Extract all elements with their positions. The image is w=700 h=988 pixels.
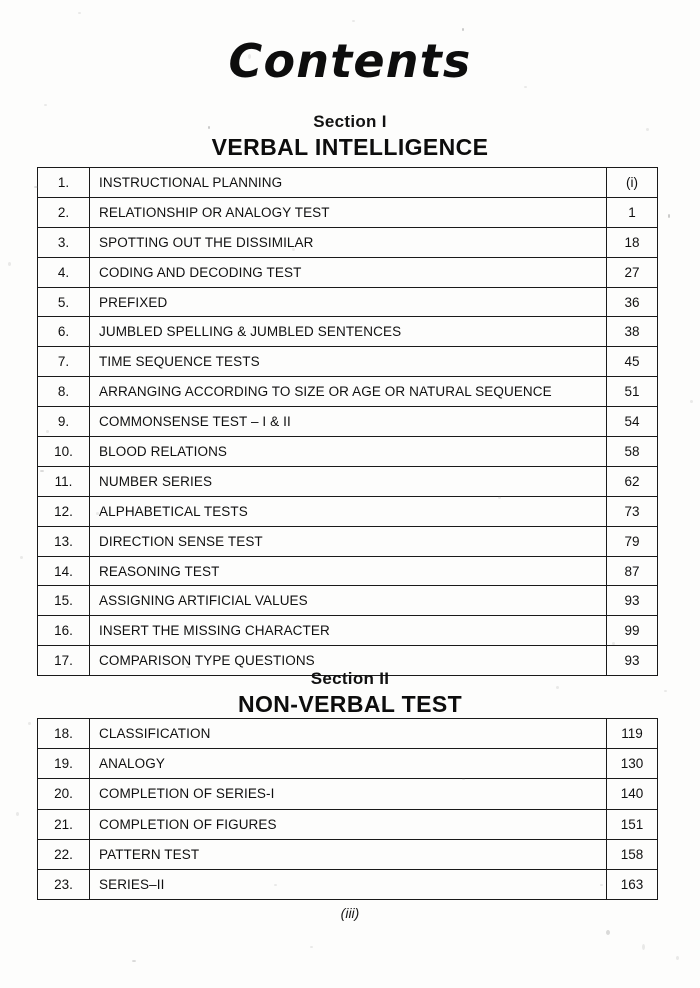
row-number: 14. bbox=[38, 556, 90, 586]
row-chapter-title[interactable]: ALPHABETICAL TESTS bbox=[90, 496, 607, 526]
row-number: 8. bbox=[38, 377, 90, 407]
table-row[interactable] bbox=[38, 437, 658, 467]
table-row[interactable] bbox=[38, 749, 658, 779]
section-1-label: Section I bbox=[313, 112, 387, 131]
table-row[interactable] bbox=[38, 526, 658, 556]
row-chapter-title[interactable]: COMPLETION OF FIGURES bbox=[90, 809, 607, 839]
row-page-number: 158 bbox=[607, 839, 658, 869]
row-chapter-title[interactable]: RELATIONSHIP OR ANALOGY TEST bbox=[90, 197, 607, 227]
row-chapter-title[interactable]: CODING AND DECODING TEST bbox=[90, 257, 607, 287]
section-heading-2 bbox=[0, 669, 700, 718]
row-number: 5. bbox=[38, 287, 90, 317]
row-page-number: 130 bbox=[607, 749, 658, 779]
row-page-number: 38 bbox=[607, 317, 658, 347]
row-chapter-title[interactable]: COMMONSENSE TEST – I & II bbox=[90, 407, 607, 437]
row-page-number: 119 bbox=[607, 719, 658, 749]
row-page-number: 87 bbox=[607, 556, 658, 586]
contents-table-section-1 bbox=[37, 167, 658, 676]
table-row[interactable] bbox=[38, 616, 658, 646]
row-number: 21. bbox=[38, 809, 90, 839]
table-row[interactable] bbox=[38, 466, 658, 496]
row-chapter-title[interactable]: CLASSIFICATION bbox=[90, 719, 607, 749]
row-chapter-title[interactable]: ANALOGY bbox=[90, 749, 607, 779]
row-page-number: 36 bbox=[607, 287, 658, 317]
row-number: 13. bbox=[38, 526, 90, 556]
row-chapter-title[interactable]: INSTRUCTIONAL PLANNING bbox=[90, 168, 607, 198]
row-page-number: 62 bbox=[607, 466, 658, 496]
row-chapter-title[interactable]: ASSIGNING ARTIFICIAL VALUES bbox=[90, 586, 607, 616]
row-page-number: 79 bbox=[607, 526, 658, 556]
row-number: 22. bbox=[38, 839, 90, 869]
row-page-number: 93 bbox=[607, 646, 658, 676]
row-page-number: 51 bbox=[607, 377, 658, 407]
row-number: 23. bbox=[38, 869, 90, 899]
row-number: 17. bbox=[38, 646, 90, 676]
section-2-label: Section II bbox=[310, 669, 390, 688]
row-page-number: 73 bbox=[607, 496, 658, 526]
row-number: 12. bbox=[38, 496, 90, 526]
table-row[interactable] bbox=[38, 586, 658, 616]
row-number: 11. bbox=[38, 466, 90, 496]
table-row[interactable] bbox=[38, 809, 658, 839]
row-chapter-title[interactable]: SPOTTING OUT THE DISSIMILAR bbox=[90, 227, 607, 257]
table-row[interactable] bbox=[38, 168, 658, 198]
row-page-number: 1 bbox=[607, 197, 658, 227]
row-page-number: (i) bbox=[607, 168, 658, 198]
table-row[interactable] bbox=[38, 779, 658, 809]
row-number: 2. bbox=[38, 197, 90, 227]
row-chapter-title[interactable]: JUMBLED SPELLING & JUMBLED SENTENCES bbox=[90, 317, 607, 347]
row-chapter-title[interactable]: COMPLETION OF SERIES-I bbox=[90, 779, 607, 809]
row-page-number: 99 bbox=[607, 616, 658, 646]
table-row[interactable] bbox=[38, 257, 658, 287]
row-number: 15. bbox=[38, 586, 90, 616]
table-row[interactable] bbox=[38, 317, 658, 347]
contents-table-2-body bbox=[38, 719, 658, 900]
row-number: 20. bbox=[38, 779, 90, 809]
table-row[interactable] bbox=[38, 407, 658, 437]
row-number: 1. bbox=[38, 168, 90, 198]
row-chapter-title[interactable]: NUMBER SERIES bbox=[90, 466, 607, 496]
row-page-number: 18 bbox=[607, 227, 658, 257]
row-chapter-title[interactable]: PATTERN TEST bbox=[90, 839, 607, 869]
row-page-number: 140 bbox=[607, 779, 658, 809]
table-row[interactable] bbox=[38, 287, 658, 317]
contents-table-1-body bbox=[38, 168, 658, 676]
table-row[interactable] bbox=[38, 719, 658, 749]
row-number: 19. bbox=[38, 749, 90, 779]
table-row[interactable] bbox=[38, 839, 658, 869]
page-folio: (iii) bbox=[340, 905, 360, 921]
table-row[interactable] bbox=[38, 347, 658, 377]
row-number: 4. bbox=[38, 257, 90, 287]
section-heading-1 bbox=[0, 112, 700, 161]
table-row[interactable] bbox=[38, 377, 658, 407]
table-row[interactable] bbox=[38, 227, 658, 257]
table-row[interactable] bbox=[38, 197, 658, 227]
row-chapter-title[interactable]: SERIES–II bbox=[90, 869, 607, 899]
row-chapter-title[interactable]: ARRANGING ACCORDING TO SIZE OR AGE OR NATURAL SEQUENCE bbox=[90, 377, 607, 407]
row-page-number: 151 bbox=[607, 809, 658, 839]
row-number: 10. bbox=[38, 437, 90, 467]
row-page-number: 58 bbox=[607, 437, 658, 467]
section-2-title: NON-VERBAL TEST bbox=[237, 690, 463, 717]
contents-table-section-2 bbox=[37, 718, 658, 900]
row-chapter-title[interactable]: PREFIXED bbox=[90, 287, 607, 317]
row-number: 6. bbox=[38, 317, 90, 347]
row-page-number: 54 bbox=[607, 407, 658, 437]
row-page-number: 93 bbox=[607, 586, 658, 616]
row-chapter-title[interactable]: BLOOD RELATIONS bbox=[90, 437, 607, 467]
row-chapter-title[interactable]: COMPARISON TYPE QUESTIONS bbox=[90, 646, 607, 676]
section-1-title: VERBAL INTELLIGENCE bbox=[211, 133, 489, 160]
table-row[interactable] bbox=[38, 496, 658, 526]
row-number: 16. bbox=[38, 616, 90, 646]
row-number: 3. bbox=[38, 227, 90, 257]
row-chapter-title[interactable]: DIRECTION SENSE TEST bbox=[90, 526, 607, 556]
row-page-number: 45 bbox=[607, 347, 658, 377]
row-page-number: 27 bbox=[607, 257, 658, 287]
row-number: 18. bbox=[38, 719, 90, 749]
page-title: Contents bbox=[228, 34, 472, 88]
row-number: 9. bbox=[38, 407, 90, 437]
table-row[interactable] bbox=[38, 556, 658, 586]
row-number: 7. bbox=[38, 347, 90, 377]
table-row[interactable] bbox=[38, 869, 658, 899]
row-chapter-title[interactable]: INSERT THE MISSING CHARACTER bbox=[90, 616, 607, 646]
row-chapter-title[interactable]: REASONING TEST bbox=[90, 556, 607, 586]
row-page-number: 163 bbox=[607, 869, 658, 899]
row-chapter-title[interactable]: TIME SEQUENCE TESTS bbox=[90, 347, 607, 377]
